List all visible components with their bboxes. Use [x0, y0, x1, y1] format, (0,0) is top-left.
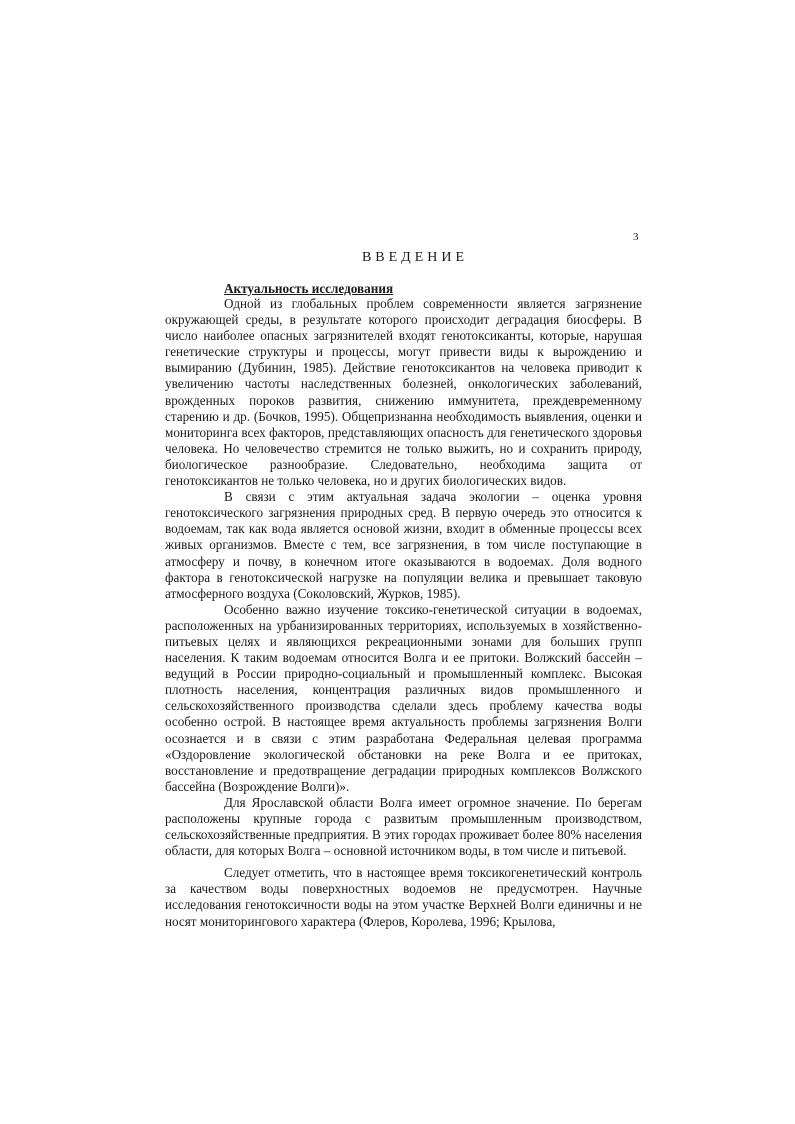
paragraph: Особенно важно изучение токсико-генетической ситуации в водоемах, расположенных на урбанизированных территориях, используемых в хозяйственно-питьевых целях и являющихся рекреационными зонами для больших групп населения. К таким водоемам относится Волга и ее притоки. Волжский бассейн – ведущий в России природно-социальный и промышленный комплекс. Высокая плотность населения, концентрация различных видов промышленного и сельскохозяйственного производства сделали здесь проблему качества воды особенно острой. В настоящее время актуальность проблемы загрязнения Волги осознается и в связи с этим разработана Федеральная целевая программа «Оздоровление экологической обстановки на реке Волга и ее притоках, восстановление и предотвращение деградации природных комплексов Волжского бассейна (Возрождение Волги)».	[165, 601, 642, 794]
paragraph: Для Ярославской области Волга имеет огромное значение. По берегам расположены крупные города с развитым промышленным производством, сельскохозяйственные предприятия. В этих городах проживает более 80% населения области, для которых Волга – основной источником воды, в том числе и питьевой.	[165, 794, 642, 859]
paragraph: Следует отметить, что в настоящее время токсикогенетический контроль за качеством воды поверхностных водоемов не предусмотрен. Научные исследования генотоксичности воды на этом участке Верхней Волги единичны и не носят мониторингового характера (Флеров, Королева, 1996; Крылова,	[165, 865, 642, 929]
paragraph: Одной из глобальных проблем современности является загрязнение окружающей среды, в результате которого происходит деградация биосферы. В число наиболее опасных загрязнителей входят генотоксиканты, которые, нарушая генетические структуры и процессы, могут привести виды к вырождению и вымиранию (Дубинин, 1985). Действие генотоксикантов на человека приводит к увеличению частоты наследственных болезней, онкологических заболеваний, врожденных пороков развития, снижению иммунитета, преждевременному старению и др. (Бочков, 1995). Общепризнанна необходимость выявления, оценки и мониторинга всех факторов, представляющих опасность для генетического здоровья человека. Но человечество стремится не только выжить, но и сохранить природу, биологическое разнообразие. Следовательно, необходима защита от генотоксикантов не только человека, но и других биологических видов.	[165, 296, 642, 489]
paragraph: В связи с этим актуальная задача экологии – оценка уровня генотоксического загрязнения природных сред. В первую очередь это относится к водоемам, так как вода является основой жизни, входит в обменные процессы всех живых организмов. Вместе с тем, все загрязнения, в том числе поступающие в атмосферу и почву, в конечном итоге оказываются в водоемах. Доля водного фактора в генотоксической нагрузке на популяции велика и превышает таковую атмосферного воздуха (Соколовский, Журков, 1985).	[165, 489, 642, 601]
body-text	[165, 296, 642, 930]
page-title: ВВЕДЕНИЕ	[361, 250, 469, 265]
page-number: 3	[633, 231, 639, 243]
section-heading: Актуальность исследования	[224, 281, 394, 296]
